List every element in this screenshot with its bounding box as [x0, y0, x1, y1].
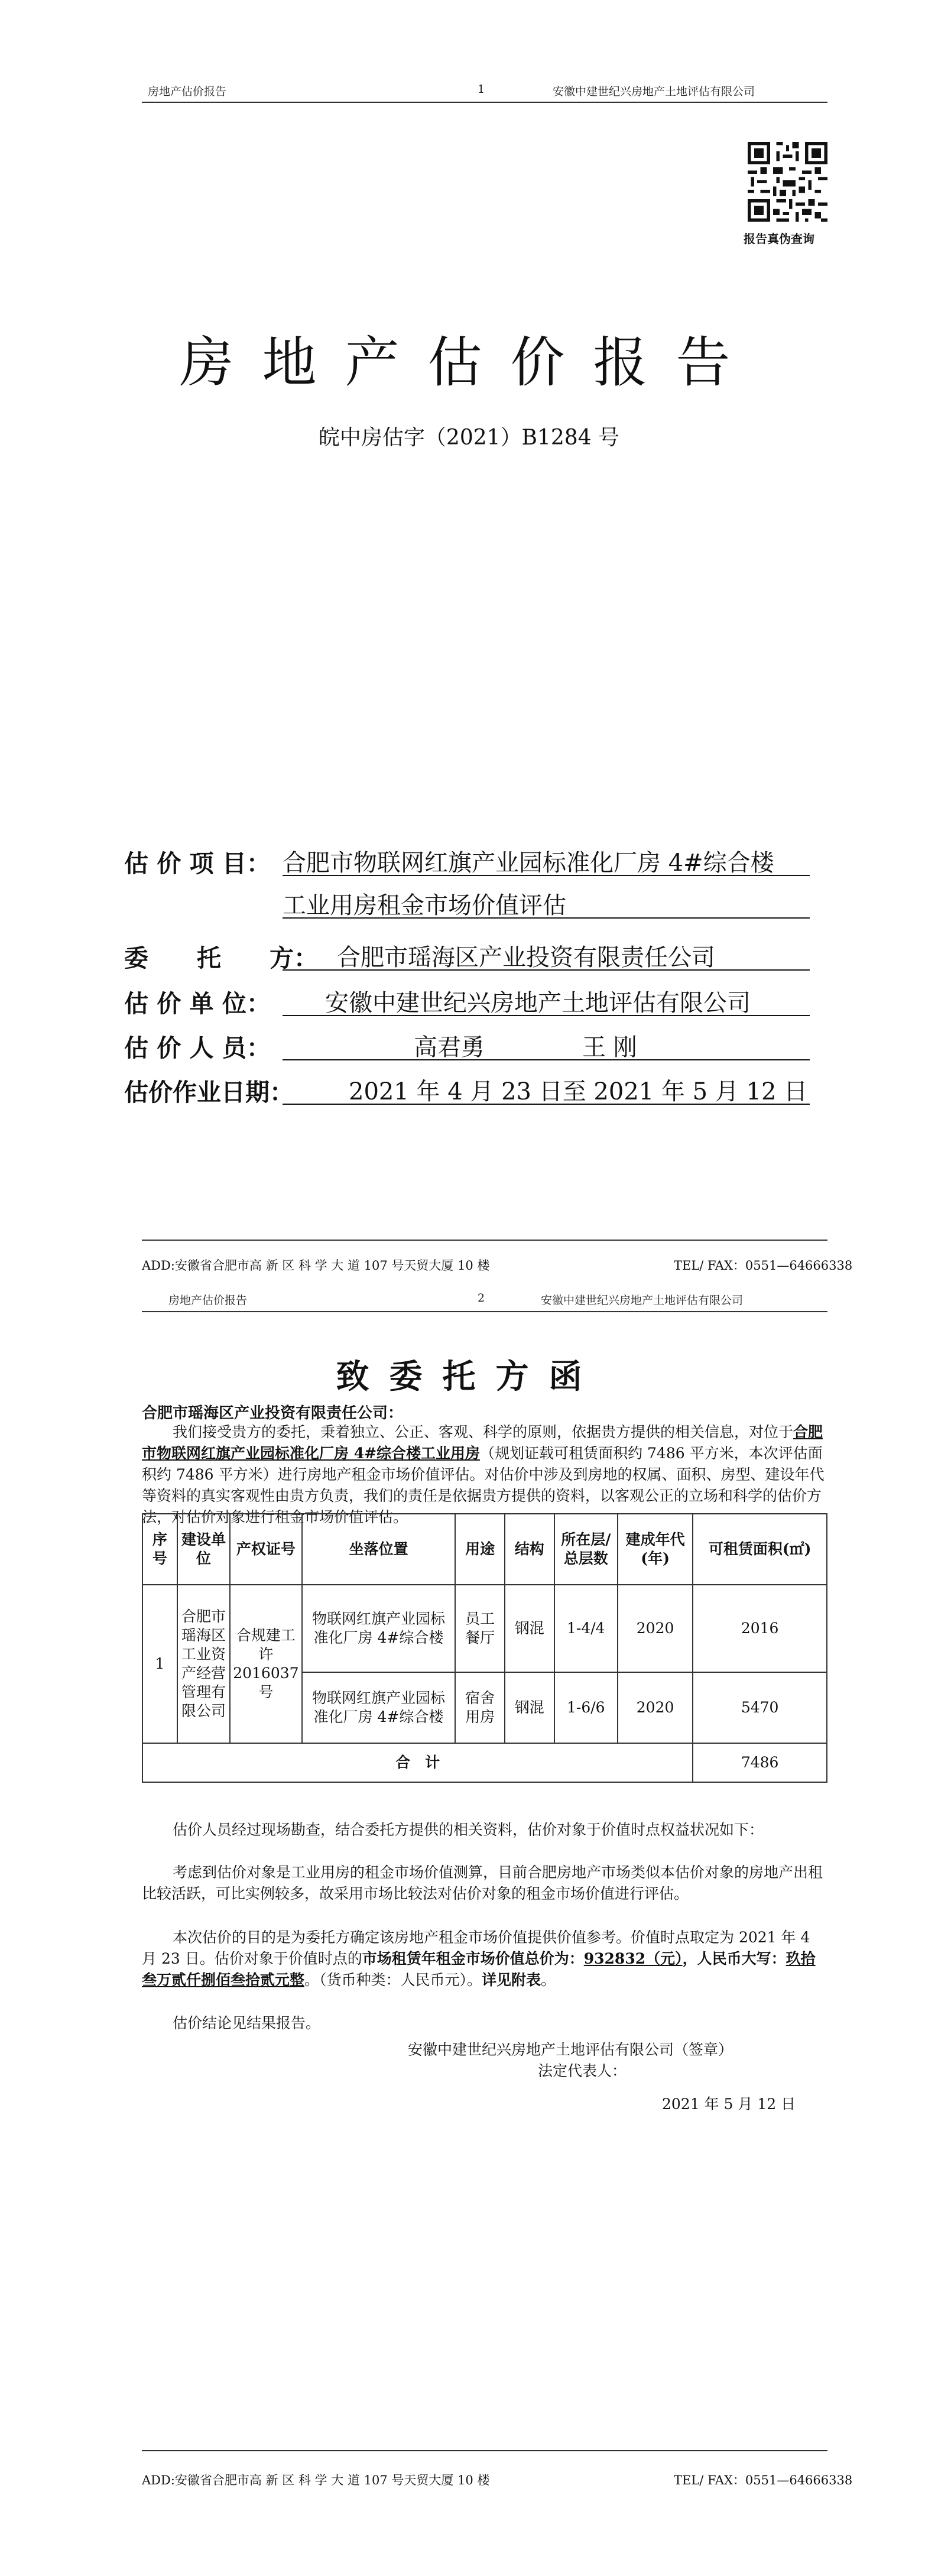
letter-title: 致委托方函	[336, 1357, 602, 1396]
table-header-permit: 产权证号	[230, 1514, 301, 1585]
letter-paragraph-result: 估价结论见结果报告。	[173, 2014, 321, 2032]
letter-sign-representative: 法定代表人：	[538, 2062, 627, 2079]
table-header-builder: 建设单位	[177, 1514, 230, 1585]
table-cell-location: 物联网红旗产业园标准化厂房 4#综合楼	[302, 1585, 456, 1672]
field-underline-project-2	[283, 917, 810, 919]
table-header-seq: 序号	[142, 1514, 177, 1585]
page2-header-right: 安徽中建世纪兴房地产土地评估有限公司	[541, 1294, 744, 1307]
field-value-project-line2: 工业用房租金市场价值评估	[283, 892, 566, 919]
property-table	[142, 1513, 827, 1783]
page1-footer-tel: TEL/ FAX：0551—64666338	[674, 1258, 853, 1273]
field-label-project: 估 价 项 目：	[124, 849, 271, 878]
letter-intro: 我们接受贵方的委托，秉着独立、公正、客观、科学的原则，依据贵方提供的相关信息，对位于合肥市物联网红旗产业园标准化厂房 4#综合楼工业用房（规划证载可租赁面积约 7486 平方米，本次评估面积约 7486 平方米）进行房地产租金市场价值评估。对估价中涉及到房地的权属、面积、房型、建设年代等资料的真实客观性由贵方负责，我们的责任是依据贵方提供的资料，以客观公正的立场和科学的估价方法，对估价对象进行租金市场价值评估。	[142, 1423, 825, 1526]
page1-footer-rule	[142, 1240, 827, 1241]
table-cell-year: 2020	[618, 1585, 693, 1672]
table-cell-floor: 1-6/6	[554, 1672, 618, 1743]
table-total-label: 合 计	[142, 1743, 693, 1782]
page1-header-rule	[142, 102, 827, 103]
field-underline-unit	[283, 1015, 810, 1016]
field-underline-date	[283, 1104, 810, 1105]
qr-caption: 报告真伪查询	[744, 232, 814, 246]
table-header-location: 坐落位置	[302, 1514, 456, 1585]
field-label-date: 估价作业日期：	[124, 1078, 294, 1107]
table-cell-year: 2020	[618, 1672, 693, 1743]
table-cell-use: 员工餐厅	[455, 1585, 505, 1672]
table-cell-seq: 1	[142, 1585, 177, 1743]
field-label-staff: 估 价 人 员：	[124, 1034, 271, 1062]
field-label-client: 委 托 方：	[124, 944, 318, 972]
page2-header-page-number: 2	[478, 1292, 485, 1305]
field-value-client: 合肥市瑶海区产业投资有限责任公司	[337, 944, 715, 971]
page1-header-page-number: 1	[478, 83, 485, 96]
letter-paragraph-inspection: 估价人员经过现场勘查，结合委托方提供的相关资料，估价对象于价值时点权益状况如下：	[173, 1821, 764, 1838]
page1-header-left: 房地产估价报告	[148, 85, 227, 98]
table-cell-area: 5470	[693, 1672, 827, 1743]
table-header-structure: 结构	[505, 1514, 554, 1585]
table-cell-permit: 合规建工许 2016037 号	[230, 1585, 301, 1743]
letter-paragraph-purpose: 本次估价的目的是为委托方确定该房地产租金市场价值提供价值参考。价值时点取定为 2021 年 4 月 23 日。估价对象于价值时点的市场租赁年租金市场价值总价为：932832（元），人民币大写：玖拾叁万贰仟捌佰叁拾贰元整。（货币种类：人民币元）。详见附表。	[142, 1929, 816, 1988]
page2-header-rule	[142, 1311, 827, 1312]
page2-footer-tel: TEL/ FAX：0551—64666338	[674, 2473, 853, 2487]
field-value-unit: 安徽中建世纪兴房地产土地评估有限公司	[325, 989, 751, 1017]
table-total-area: 7486	[693, 1743, 827, 1782]
table-row	[142, 1585, 827, 1672]
report-title: 房地产估价报告	[179, 331, 759, 394]
table-cell-structure: 钢混	[505, 1585, 554, 1672]
field-value-project-line1: 合肥市物联网红旗产业园标准化厂房 4#综合楼	[283, 849, 774, 877]
table-cell-floor: 1-4/4	[554, 1585, 618, 1672]
table-cell-structure: 钢混	[505, 1672, 554, 1743]
field-label-unit: 估 价 单 位：	[124, 989, 271, 1018]
table-header-year: 建成年代(年)	[618, 1514, 693, 1585]
letter-salutation: 合肥市瑶海区产业投资有限责任公司：	[142, 1404, 404, 1422]
table-header-area: 可租赁面积(㎡)	[693, 1514, 827, 1585]
qr-code-icon[interactable]	[748, 142, 827, 222]
field-underline-staff	[283, 1059, 810, 1060]
page1-footer-address: ADD:安徽省合肥市高 新 区 科 学 大 道 107 号天贸大厦 10 楼	[142, 1258, 490, 1273]
page1-header-right: 安徽中建世纪兴房地产土地评估有限公司	[553, 85, 755, 98]
table-cell-use: 宿舍用房	[455, 1672, 505, 1743]
field-value-date: 2021 年 4 月 23 日至 2021 年 5 月 12 日	[349, 1078, 808, 1105]
field-value-staff-1: 高君勇	[414, 1034, 485, 1061]
table-cell-location: 物联网红旗产业园标准化厂房 4#综合楼	[302, 1672, 456, 1743]
field-underline-project-1	[283, 875, 810, 876]
table-header-use: 用途	[455, 1514, 505, 1585]
table-cell-builder: 合肥市瑶海区工业资产经营管理有限公司	[177, 1585, 230, 1743]
table-total-row	[142, 1743, 827, 1782]
field-underline-client	[283, 969, 810, 971]
page2-footer-rule	[142, 2450, 827, 2451]
letter-sign-date: 2021 年 5 月 12 日	[662, 2095, 796, 2113]
page2-footer-address: ADD:安徽省合肥市高 新 区 科 学 大 道 107 号天贸大厦 10 楼	[142, 2473, 490, 2487]
letter-paragraph-method: 考虑到估价对象是工业用房的租金市场价值测算，目前合肥房地产市场类似本估价对象的房地产出租比较活跃，可比实例较多，故采用市场比较法对估价对象的租金市场价值进行评估。	[142, 1864, 823, 1902]
table-cell-area: 2016	[693, 1585, 827, 1672]
report-doc-number: 皖中房估字（2021）B1284 号	[318, 426, 620, 450]
letter-sign-company: 安徽中建世纪兴房地产土地评估有限公司（签章）	[408, 2041, 733, 2058]
table-header-floor: 所在层/总层数	[554, 1514, 618, 1585]
field-value-staff-2: 王 刚	[582, 1034, 637, 1061]
page2-header-left: 房地产估价报告	[168, 1294, 248, 1307]
